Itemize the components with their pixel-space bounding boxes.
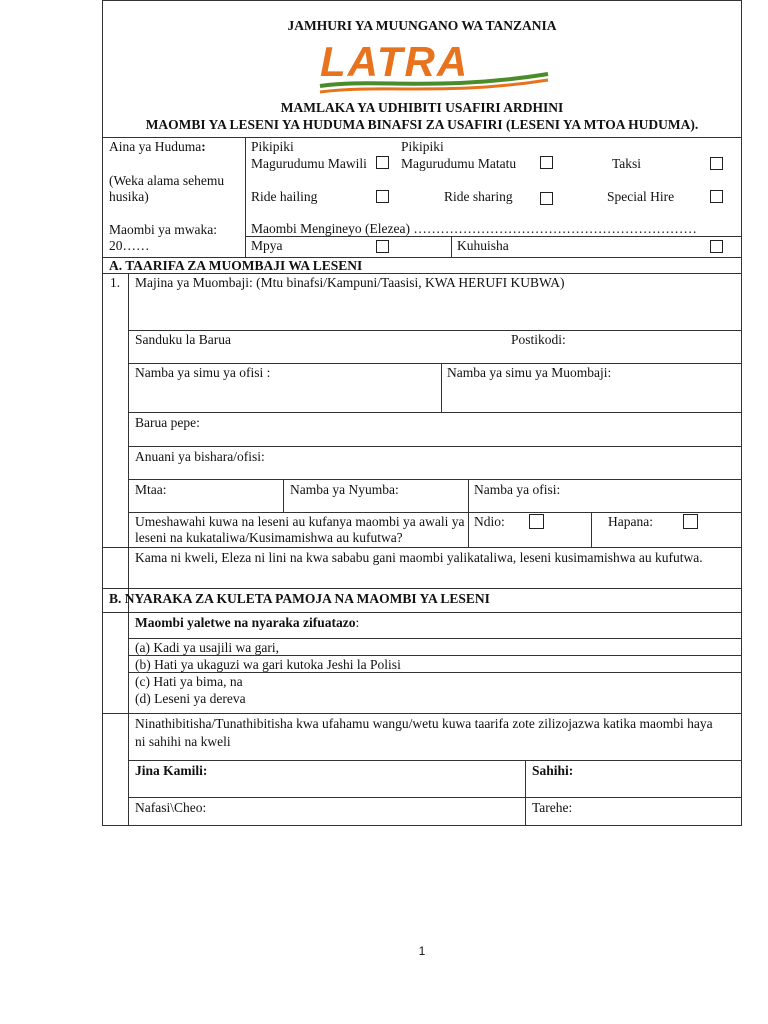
page-number: 1 — [418, 944, 426, 958]
position-field[interactable]: Nafasi\Cheo: — [135, 800, 207, 815]
document-item: (a) Kadi ya usajili wa gari, — [135, 640, 279, 655]
po-box-field[interactable]: Sanduku la Barua — [135, 332, 231, 347]
authority-title: MAMLAKA YA UDHIBITI USAFIRI ARDHINI — [280, 100, 564, 115]
office-phone-field[interactable]: Namba ya simu ya ofisi : — [135, 365, 271, 380]
date-field[interactable]: Tarehe: — [532, 800, 573, 815]
documents-intro — [135, 614, 359, 631]
prior-license-question-line2: leseni na kukataliwa/Kusimamishwa au kufutwa? — [135, 530, 403, 545]
checkbox-ride-sharing[interactable] — [540, 192, 553, 205]
svg-text:LATRA: LATRA — [320, 38, 470, 85]
declaration-line1: Ninathibitisha/Tunathibitisha kwa ufahamu wangu/wetu kuwa taarifa zote zilizojazwa katika maombi haya — [135, 716, 713, 731]
option-ride-hailing: Ride hailing — [251, 189, 318, 204]
address-field[interactable]: Anuani ya bishara/ofisi: — [135, 449, 265, 464]
full-name-field[interactable]: Jina Kamili: — [135, 763, 208, 778]
checkbox-pikipiki-mawili[interactable] — [376, 156, 389, 169]
document-item: (c) Hati ya bima, na — [135, 674, 243, 689]
republic-title: JAMHURI YA MUUNGANO WA TANZANIA — [287, 18, 557, 33]
documents-intro-text: Maombi yaletwe na nyaraka zifuatazo — [135, 615, 356, 630]
document-item: (d) Leseni ya dereva — [135, 691, 246, 706]
service-type-label — [109, 138, 206, 155]
checkbox-special-hire[interactable] — [710, 190, 723, 203]
signature-field[interactable]: Sahihi: — [532, 763, 574, 778]
prior-license-question-line1: Umeshawahi kuwa na leseni au kufanya maombi ya awali ya — [135, 514, 465, 529]
street-field[interactable]: Mtaa: — [135, 482, 167, 497]
answer-no-label: Hapana: — [608, 514, 653, 529]
option-taksi: Taksi — [612, 156, 642, 171]
option-pikipiki-mawili-line1: Pikipiki — [251, 139, 294, 154]
other-request-field[interactable]: Maombi Mengineyo (Elezea) ……………………………………………………… — [251, 221, 697, 236]
applicant-phone-field[interactable]: Namba ya simu ya Muombaji: — [447, 365, 612, 380]
option-mpya: Mpya — [251, 238, 283, 253]
checkbox-ride-hailing[interactable] — [376, 190, 389, 203]
document-item: (b) Hati ya ukaguzi wa gari kutoka Jeshi la Polisi — [135, 657, 401, 672]
option-pikipiki-matatu-line2: Magurudumu Matatu — [401, 156, 517, 171]
checkbox-kuhuisha[interactable] — [710, 240, 723, 253]
house-number-field[interactable]: Namba ya Nyumba: — [290, 482, 399, 497]
form-title: MAOMBI YA LESENI YA HUDUMA BINAFSI ZA USAFIRI (LESENI YA MTOA HUDUMA). — [145, 117, 699, 132]
declaration-line2: ni sahihi na kweli — [135, 734, 231, 749]
documents-intro-colon: : — [355, 615, 360, 630]
service-instruction-line2: husika) — [109, 189, 149, 204]
section-a-heading: A. TAARIFA ZA MUOMBAJI WA LESENI — [109, 258, 363, 273]
postcode-field[interactable]: Postikodi: — [511, 332, 566, 347]
explain-rejection-field[interactable]: Kama ni kweli, Eleza ni lini na kwa sababu gani maombi yalikataliwa, leseni kusimamishwa au kufutwa. — [135, 550, 703, 565]
checkbox-pikipiki-matatu[interactable] — [540, 156, 553, 169]
option-ride-sharing: Ride sharing — [444, 189, 513, 204]
option-special-hire: Special Hire — [607, 189, 675, 204]
email-field[interactable]: Barua pepe: — [135, 415, 200, 430]
section-a-number: 1. — [110, 275, 121, 290]
office-number-field[interactable]: Namba ya ofisi: — [474, 482, 561, 497]
option-pikipiki-mawili-line2: Magurudumu Mawili — [251, 156, 367, 171]
year-label: Maombi ya mwaka: — [109, 222, 217, 237]
service-instruction-line1: (Weka alama sehemu — [109, 173, 225, 188]
section-b-heading: B. NYARAKA ZA KULETA PAMOJA NA MAOMBI YA LESENI — [109, 591, 490, 606]
applicant-name-field[interactable]: Majina ya Muombaji: (Mtu binafsi/Kampuni/Taasisi, KWA HERUFI KUBWA) — [135, 275, 565, 290]
year-value: 20…… — [109, 238, 150, 253]
checkbox-mpya[interactable] — [376, 240, 389, 253]
checkbox-no[interactable] — [683, 514, 698, 529]
service-type-label-text: Aina ya Huduma — [109, 139, 202, 154]
checkbox-yes[interactable] — [529, 514, 544, 529]
option-kuhuisha: Kuhuisha — [457, 238, 509, 253]
answer-yes-label: Ndio: — [474, 514, 505, 529]
checkbox-taksi[interactable] — [710, 157, 723, 170]
option-pikipiki-matatu-line1: Pikipiki — [401, 139, 444, 154]
service-type-colon: : — [201, 139, 206, 154]
